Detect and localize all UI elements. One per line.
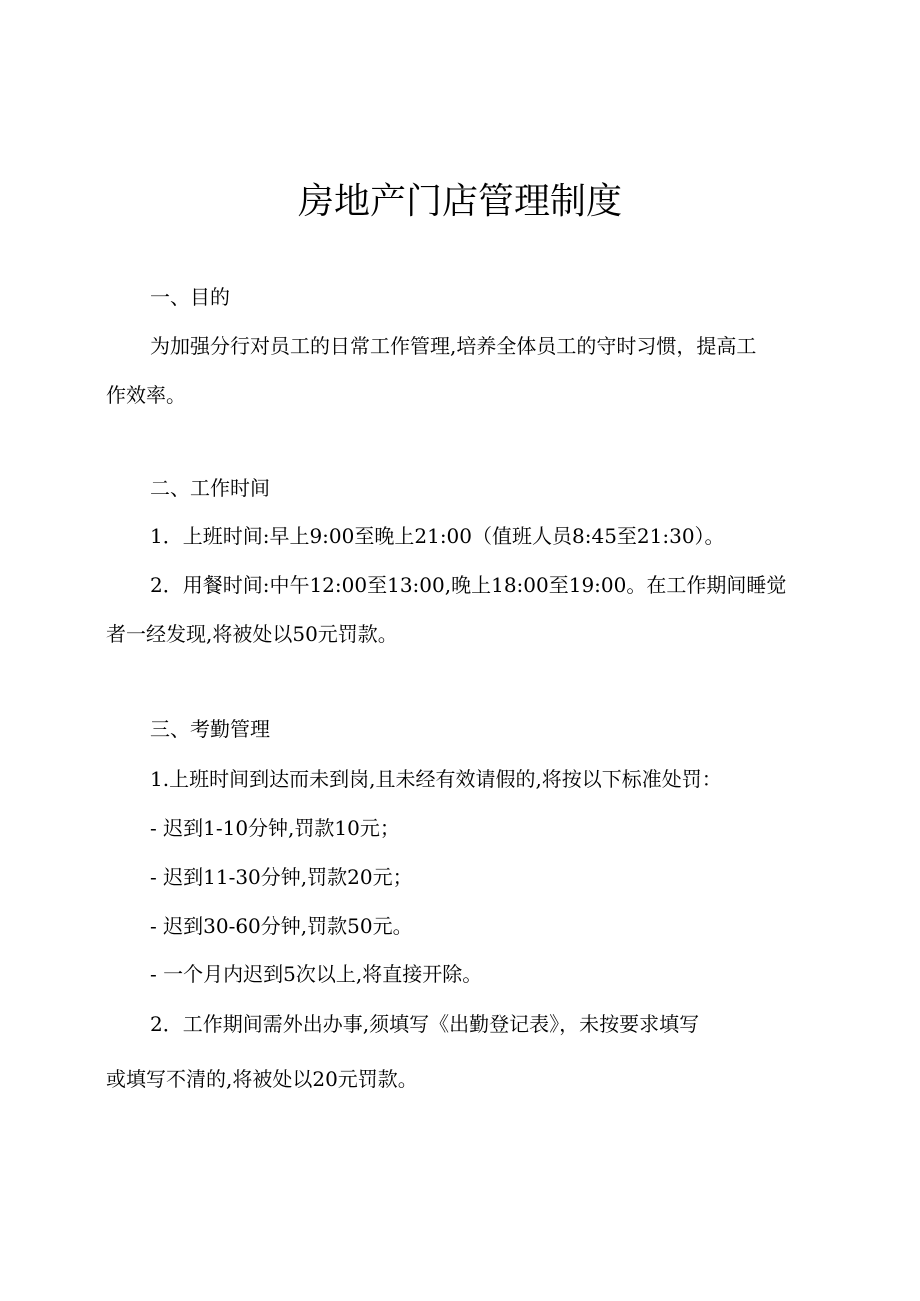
- list-item: - 迟到1-10分钟,罚款10元；: [150, 816, 400, 840]
- paragraph-line: 为加强分行对员工的日常工作管理,培养全体员工的守时习惯，提高工: [150, 334, 757, 358]
- paragraph-line: 1．上班时间:早上9:00至晚上21:00（值班人员8:45至21:30）。: [150, 524, 725, 548]
- paragraph-line: 者一经发现,将被处以50元罚款。: [106, 622, 398, 646]
- section-heading-work-hours: 二、工作时间: [150, 476, 270, 500]
- paragraph-line: 1.上班时间到达而未到岗,且未经有效请假的,将按以下标准处罚：: [150, 767, 722, 791]
- paragraph-line: 或填写不清的,将被处以20元罚款。: [106, 1067, 418, 1091]
- list-item: - 迟到30-60分钟,罚款50元。: [150, 914, 413, 938]
- section-heading-attendance: 三、考勤管理: [150, 717, 270, 741]
- paragraph-line: 2．工作期间需外出办事,须填写《出勤登记表》，未按要求填写: [150, 1012, 700, 1036]
- page-title: 房地产门店管理制度: [297, 181, 622, 222]
- list-item: - 迟到11-30分钟,罚款20元；: [150, 865, 413, 889]
- list-item: - 一个月内迟到5次以上,将直接开除。: [150, 962, 483, 986]
- section-heading-purpose: 一、目的: [150, 285, 230, 309]
- paragraph-line: 作效率。: [106, 383, 186, 407]
- paragraph-line: 2．用餐时间:中午12:00至13:00,晚上18:00至19:00。在工作期间睡觉: [150, 573, 787, 597]
